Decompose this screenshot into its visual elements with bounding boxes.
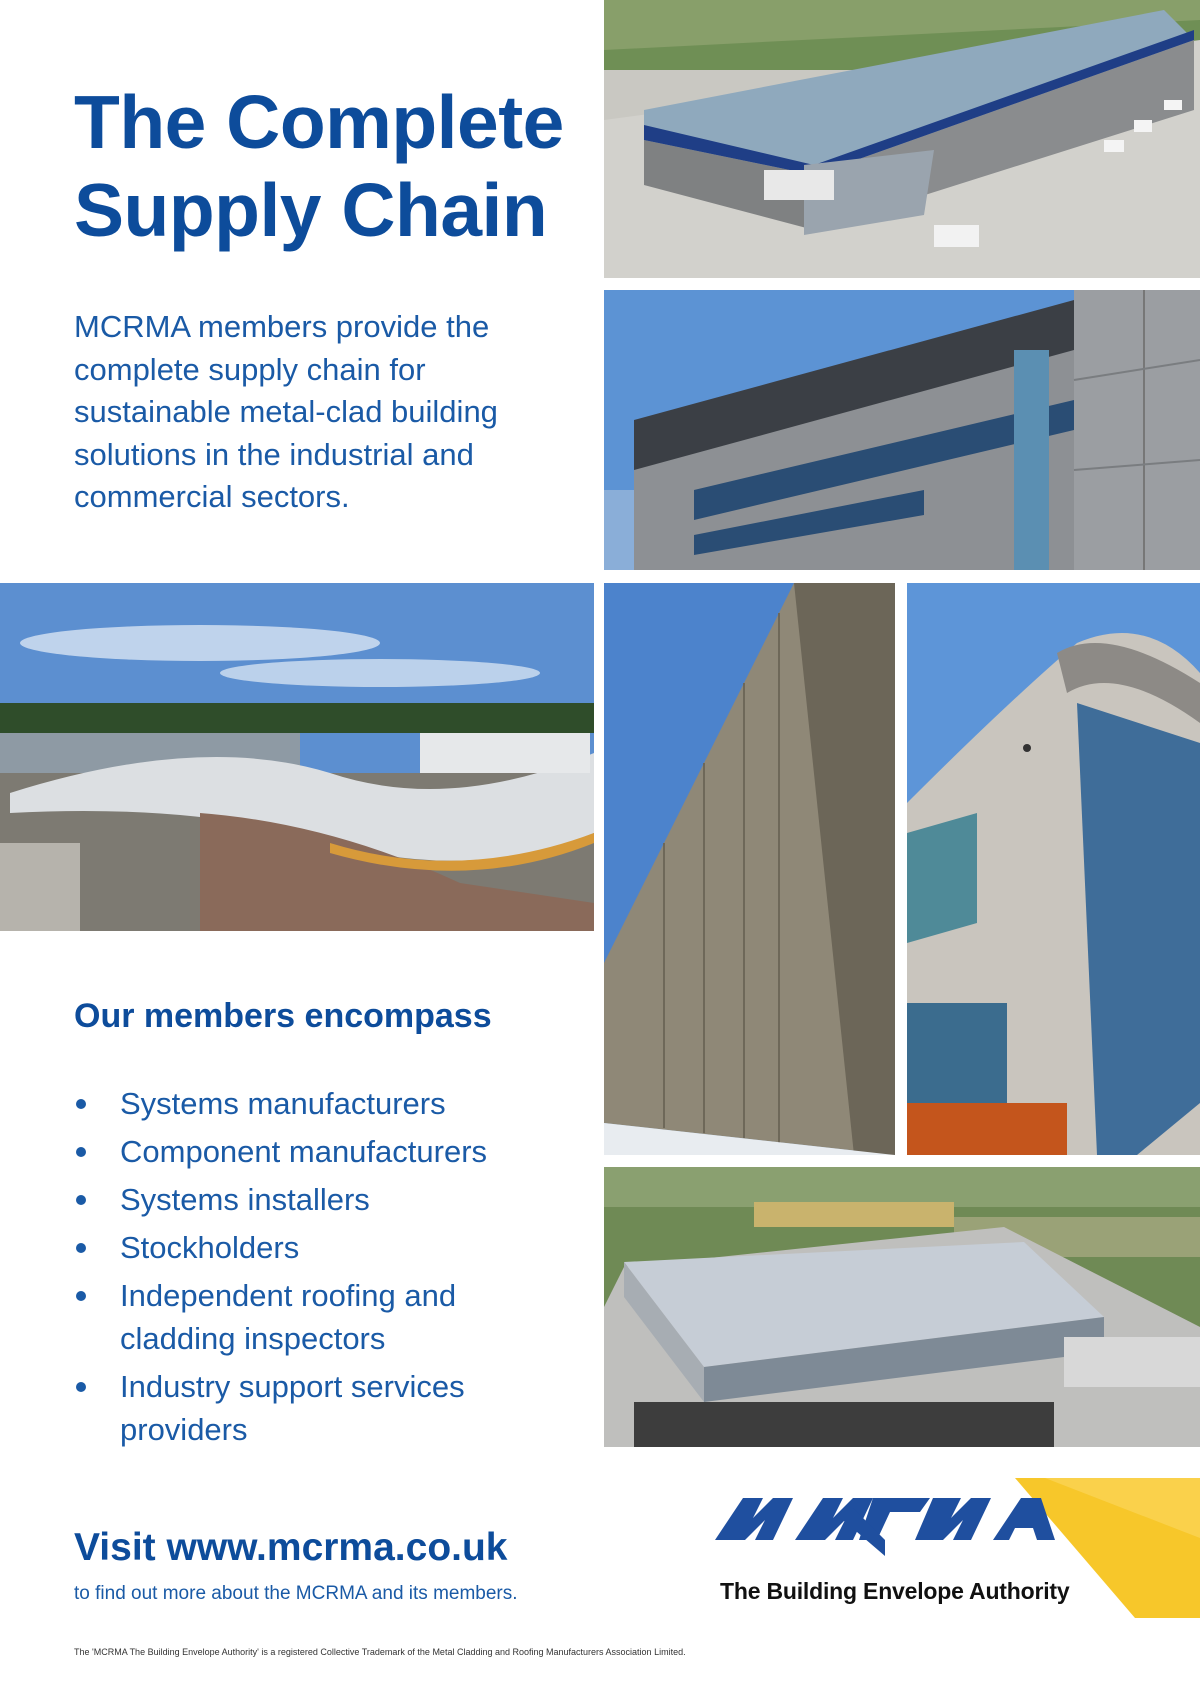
visit-website-link[interactable]: Visit www.mcrma.co.uk <box>74 1526 508 1569</box>
list-item <box>74 1274 554 1360</box>
members-list <box>74 1082 554 1456</box>
intro-paragraph: MCRMA members provide the complete supply chain for sustainable metal-clad building solutions in the industrial and commercial sectors. <box>74 309 498 514</box>
visit-subtext: to find out more about the MCRMA and its members. <box>74 1583 518 1604</box>
trademark-notice: The 'MCRMA The Building Envelope Authority' is a registered Collective Trademark of the Metal Cladding and Roofing Manufacturers Association Limited. <box>74 1647 686 1657</box>
bullet-icon <box>76 1243 86 1253</box>
logo-tagline: The Building Envelope Authority <box>720 1578 1070 1604</box>
photo-tall-facade <box>604 583 895 1155</box>
photo-aerial-facility <box>604 1167 1200 1447</box>
page-title-line-2: Supply Chain <box>74 168 548 252</box>
bullet-icon <box>76 1099 86 1109</box>
page-title <box>74 78 594 254</box>
list-item <box>74 1082 554 1125</box>
bullet-icon <box>76 1291 86 1301</box>
list-item-text: Stockholders <box>120 1230 300 1265</box>
list-item-text: Component manufacturers <box>120 1134 488 1169</box>
photo-aerial-warehouse <box>604 0 1200 278</box>
bullet-icon <box>76 1195 86 1205</box>
bullet-icon <box>76 1382 86 1392</box>
list-item <box>74 1130 554 1173</box>
list-item <box>74 1365 554 1451</box>
list-item-text: Systems installers <box>120 1182 370 1217</box>
list-item <box>74 1226 554 1269</box>
photo-facade-louvres <box>604 290 1200 570</box>
photo-curved-corner <box>907 583 1200 1155</box>
page-title-line-1: The Complete <box>74 80 564 164</box>
members-heading: Our members encompass <box>74 997 492 1035</box>
list-item-text: Industry support services providers <box>120 1369 465 1447</box>
bullet-icon <box>76 1147 86 1157</box>
list-item <box>74 1178 554 1221</box>
list-item-text: Systems manufacturers <box>120 1086 446 1121</box>
photo-curved-roof <box>0 583 594 931</box>
list-item-text: Independent roofing and cladding inspectors <box>120 1278 457 1356</box>
